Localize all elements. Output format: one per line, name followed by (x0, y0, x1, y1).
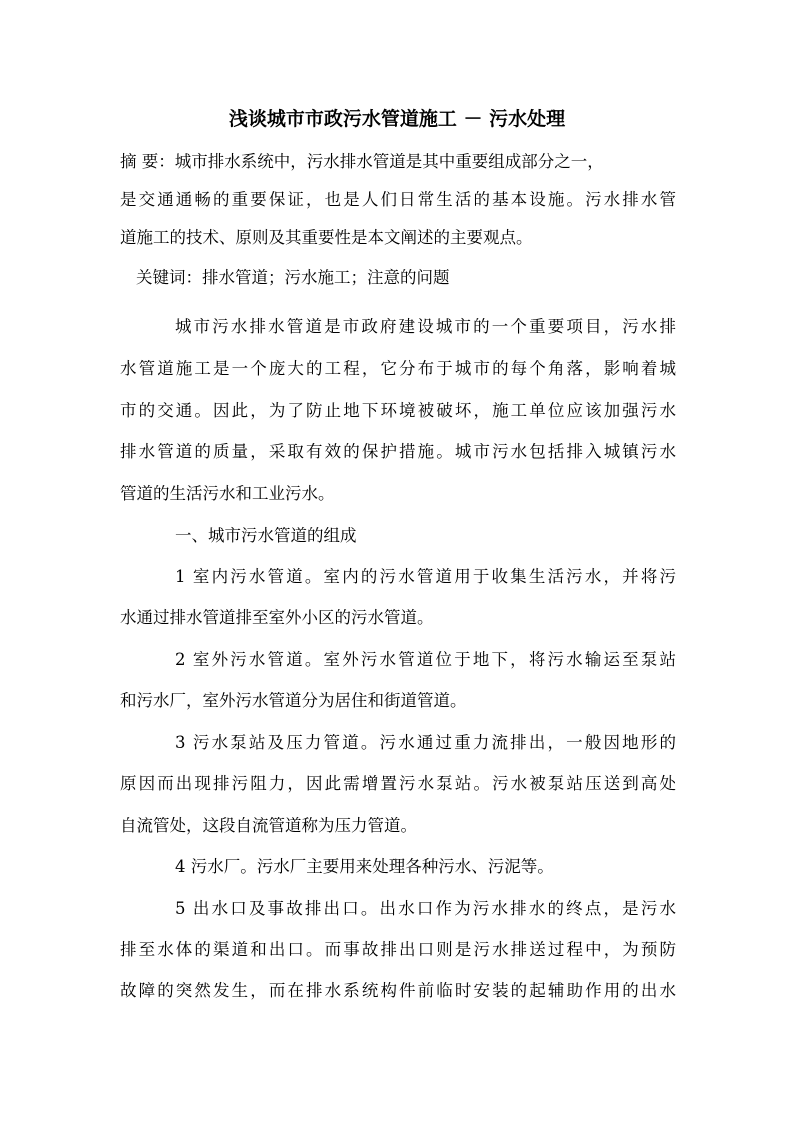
item-1-line-2: 水通过排水管道排至室外小区的污水管道。 (120, 608, 434, 627)
abstract-line-2: 是交通通畅的重要保证，也是人们日常生活的基本设施。污水排水管 (120, 190, 676, 209)
item-5-line-2: 排至水体的渠道和出口。而事故排出口则是污水排送过程中，为预防 (120, 940, 676, 959)
section-heading: 一、城市污水管道的组成 (175, 526, 357, 545)
abstract-line-1: 摘 要：城市排水系统中，污水排水管道是其中重要组成部分之一， (120, 152, 604, 171)
intro-line-2: 水管道施工是一个庞大的工程，它分布于城市的每个角落，影响着城 (120, 359, 676, 378)
document-title: 浅谈城市市政污水管道施工 － 污水处理 (228, 108, 566, 130)
item-3-line-3: 自流管处，这段自流管道称为压力管道。 (120, 816, 417, 835)
item-5-line-1: 5 出水口及事故排出口。出水口作为污水排水的终点，是污水 (175, 899, 676, 918)
item-4-line-1: 4 污水厂。污水厂主要用来处理各种污水、污泥等。 (175, 857, 554, 876)
item-2-line-1: 2 室外污水管道。室外污水管道位于地下，将污水输运至泵站 (175, 650, 676, 669)
abstract-line-3: 道施工的技术、原则及其重要性是本文阐述的主要观点。 (120, 228, 533, 247)
intro-line-3: 市的交通。因此，为了防止地下环境被破坏，施工单位应该加强污水 (120, 401, 676, 420)
item-3-line-1: 3 污水泵站及压力管道。污水通过重力流排出，一般因地形的 (175, 733, 676, 752)
intro-line-4: 排水管道的质量，采取有效的保护措施。城市污水包括排入城镇污水 (120, 442, 676, 461)
intro-line-1: 城市污水排水管道是市政府建设城市的一个重要项目，污水排 (175, 317, 676, 336)
item-5-line-3: 故障的突然发生，而在排水系统构件前临时安装的起辅助作用的出水 (120, 981, 676, 1000)
intro-line-5: 管道的生活污水和工业污水。 (120, 484, 335, 503)
keywords-line: 关键词：排水管道；污水施工；注意的问题 (136, 268, 450, 287)
item-1-line-1: 1 室内污水管道。室内的污水管道用于收集生活污水，并将污 (175, 567, 676, 586)
item-3-line-2: 原因而出现排污阻力，因此需增置污水泵站。污水被泵站压送到高处 (120, 774, 676, 793)
item-2-line-2: 和污水厂，室外污水管道分为居住和街道管道。 (120, 691, 467, 710)
